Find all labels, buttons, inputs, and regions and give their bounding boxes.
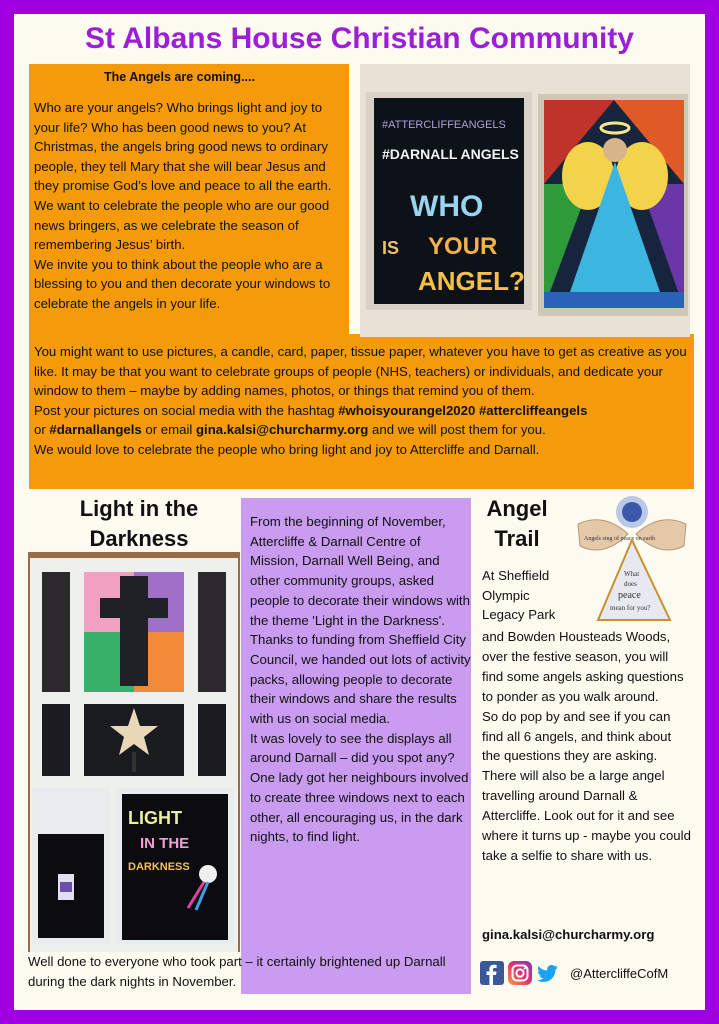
trail-paragraph-3: There will also be a large angel travelling around Darnall & Attercliffe. Look out for it and see where it turns up - maybe you could take a selfie to share with us. [482,768,691,863]
light-heading-line-1: Light in the [79,496,199,521]
angels-heading: The Angels are coming.... [104,70,255,84]
hashtag-darnall: #darnallangels [49,422,142,438]
trail-intro: At Sheffield Olympic Legacy Park [482,568,556,623]
sign-line-3: WHO [410,190,484,223]
window-sign-line-1: LIGHT [128,808,182,828]
angels-email-link[interactable]: gina.kalsi@churcharmy.org [195,422,369,438]
post-suffix: and we will post them for you. [368,422,546,438]
sign-line-6: ANGEL? [418,266,525,296]
light-heading [54,494,224,554]
window-sign-line-2: IN THE [140,835,190,852]
sign-line-2: #DARNALL ANGELS [382,146,519,162]
trail-heading-line-1: Angel [486,496,548,521]
angels-body-continued [34,342,689,460]
instagram-icon[interactable] [508,961,532,985]
newsletter-page [14,14,705,1010]
or-text: or [34,422,50,438]
light-paragraph-3: It was lovely to see the displays all around Darnall – did you spot any? One lady got her neighbours involved to create three windows next to each other, all encouraging us, in the dark nights, to find light. [250,730,469,845]
trail-email-link[interactable]: gina.kalsi@churcharmy.org [482,927,655,942]
or-email-text: or email [141,422,196,438]
angel-windows-photo [360,64,690,337]
post-prefix: Post your pictures on social media with the hashtag [34,402,339,418]
light-body [250,512,472,847]
twitter-icon[interactable] [536,961,560,985]
sign-line-1: #ATTERCLIFFEANGELS [382,119,506,131]
well-done-text: Well done to everyone who took part – it certainly brightened up Darnall during the dark nights in November. [28,954,446,989]
trail-heading-line-2: Trail [494,526,540,551]
drawing-body-line-2: does [624,580,637,588]
angels-paragraph-3: You might want to use pictures, a candle, card, paper, tissue paper, whatever you have to get as creative as you like. It may be that you want to celebrate groups of people (NHS, teachers) or individuals, and dedicate your window to them – maybe by adding names, photos, or things that remind you of them. [34,344,687,399]
trail-heading [482,494,552,554]
angels-body [34,98,346,314]
light-paragraph-2: Thanks to funding from Sheffield City Council, we handed out lots of activity packs, allowing people to decorate their windows and share the results with us on social media. [250,632,471,727]
angels-closing: We would love to celebrate the people who bring light and joy to Attercliffe and Darnall. [34,441,540,457]
drawing-wings-text: Angels sing of peace on earth [584,536,656,542]
angel-drawing [574,492,692,622]
sign-line-5: YOUR [428,233,498,260]
light-window-photo [28,552,240,952]
angels-paragraph-1: Who are your angels? Who brings light and joy to your life? Who has been good news to you? At Christmas, the angels bring good news to ordinary people, they tell Mary that she will bear Jesus and they promise God’s love and peace to all the earth. We want to celebrate the people who are our good news bringers, as we celebrate the season of remembering Jesus’ birth. [34,100,332,253]
drawing-body-line-4: mean for you? [610,604,651,612]
social-links [480,960,668,986]
drawing-body-line-1: What [624,570,640,578]
light-heading-line-2: Darkness [89,526,189,551]
sign-line-4: IS [382,238,400,258]
social-handle[interactable]: @AttercliffeCofM [570,965,669,981]
trail-paragraph-1: and Bowden Housteads Woods, over the festive season, you will find some angels asking questions to ponder as you walk around. [482,629,684,704]
window-sign-line-3: DARKNESS [128,861,190,873]
trail-body [482,627,692,866]
facebook-icon[interactable] [480,961,504,985]
angels-paragraph-2: We invite you to think about the people who are a blessing to you and then decorate your windows to celebrate the angels in your life. [34,256,331,311]
trail-paragraph-2: So do pop by and see if you can find all 6 angels, and think about the questions they are asking. [482,708,672,764]
drawing-body-line-3: peace [618,590,641,601]
light-paragraph-1: From the beginning of November, Attercliffe & Darnall Centre of Mission, Darnall Well Being, and other community groups, asked people to decorate their windows with the theme 'Light in the Darkness'. [250,514,470,628]
page-title: St Albans House Christian Community [85,22,634,55]
hashtags: #whoisyourangel2020 #attercliffeangels [338,402,588,418]
